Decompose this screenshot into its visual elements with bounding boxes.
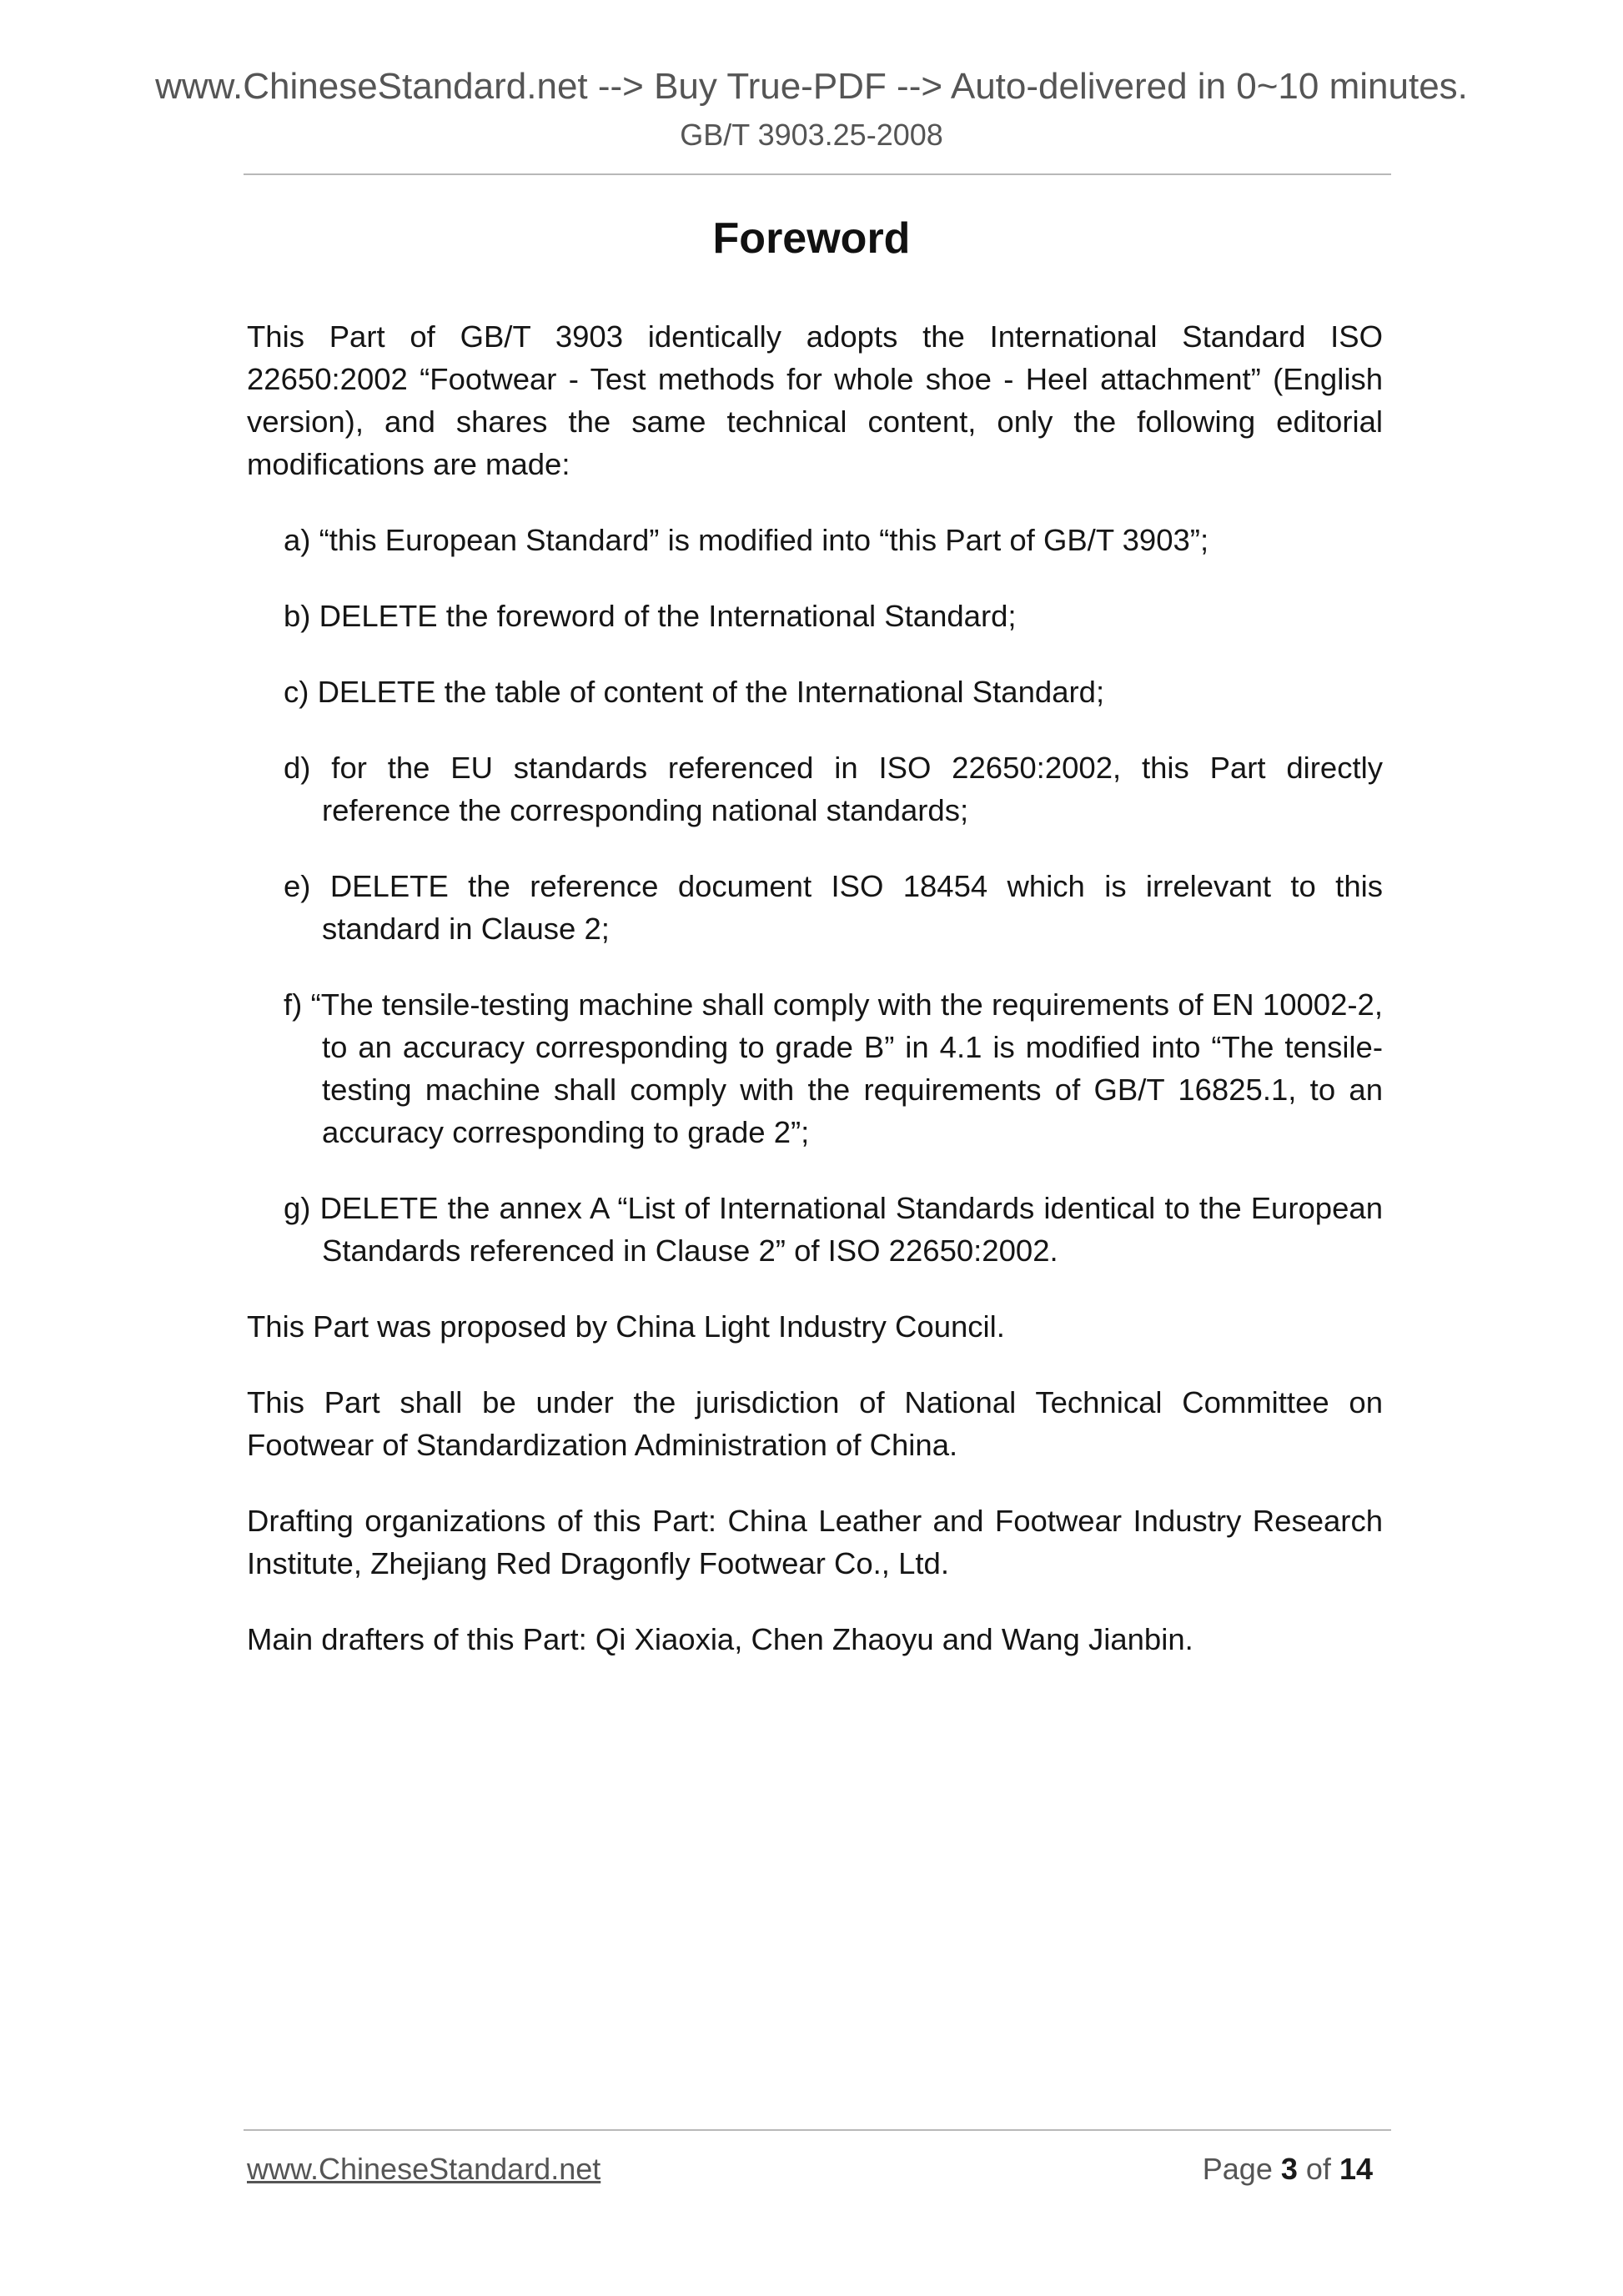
page-title: Foreword bbox=[712, 214, 911, 263]
drafting-organizations-paragraph: Drafting organizations of this Part: China Leather and Footwear Industry Research Institute, Zhejiang Red Dragonfly Footwear Co., Ltd. bbox=[247, 1504, 1383, 1580]
page-of: of bbox=[1305, 2152, 1331, 2186]
list-item-label: b) bbox=[284, 599, 311, 633]
list-item-label: g) bbox=[284, 1191, 311, 1225]
page-total: 14 bbox=[1339, 2152, 1373, 2186]
jurisdiction-paragraph: This Part shall be under the jurisdiction of National Technical Committee on Footwear of Standardization Administration of China. bbox=[247, 1385, 1383, 1462]
list-item-label: f) bbox=[284, 987, 303, 1022]
page-prefix: Page bbox=[1202, 2152, 1273, 2186]
footer-site-link[interactable]: www.ChineseStandard.net bbox=[247, 2152, 601, 2186]
list-item-label: e) bbox=[284, 869, 311, 903]
list-item-text: DELETE the annex A “List of International Standards identical to the European Standards referenced in Clause 2” of ISO 22650:2002. bbox=[319, 1191, 1383, 1268]
list-item bbox=[284, 519, 1383, 561]
header-banner: www.ChineseStandard.net --> Buy True-PDF --> Auto-delivered in 0~10 minutes. bbox=[155, 66, 1468, 107]
list-item bbox=[284, 595, 1383, 637]
list-item-text: “this European Standard” is modified into “this Part of GB/T 3903”; bbox=[319, 523, 1209, 557]
list-item-text: DELETE the reference document ISO 18454 which is irrelevant to this standard in Clause 2; bbox=[322, 869, 1383, 946]
main-drafters-paragraph: Main drafters of this Part: Qi Xiaoxia, Chen Zhaoyu and Wang Jianbin. bbox=[247, 1622, 1193, 1656]
footer-divider bbox=[244, 2129, 1391, 2131]
list-item bbox=[284, 865, 1383, 950]
intro-paragraph: This Part of GB/T 3903 identically adopts the International Standard ISO 22650:2002 “Footwear - Test methods for whole shoe - Heel attachment” (English version), and shares the same technical content, only the following editorial modifications are made: bbox=[247, 319, 1383, 481]
header-divider bbox=[244, 173, 1391, 175]
list-item bbox=[284, 1187, 1383, 1272]
list-item bbox=[284, 671, 1383, 713]
list-item bbox=[284, 983, 1383, 1153]
foreword-body bbox=[247, 315, 1383, 1694]
page-current: 3 bbox=[1280, 2152, 1298, 2186]
standard-code: GB/T 3903.25-2008 bbox=[680, 118, 943, 152]
modifications-list bbox=[247, 519, 1383, 1272]
list-item-label: c) bbox=[284, 675, 309, 709]
page-indicator bbox=[1203, 2149, 1373, 2189]
list-item-label: a) bbox=[284, 523, 311, 557]
list-item-text: for the EU standards referenced in ISO 22650:2002, this Part directly reference the corresponding national standards; bbox=[322, 751, 1383, 827]
list-item bbox=[284, 746, 1383, 831]
list-item-text: DELETE the foreword of the International Standard; bbox=[319, 599, 1017, 633]
proposed-by-paragraph: This Part was proposed by China Light Industry Council. bbox=[247, 1309, 1005, 1344]
list-item-text: DELETE the table of content of the International Standard; bbox=[317, 675, 1105, 709]
list-item-text: “The tensile-testing machine shall comply with the requirements of EN 10002-2, to an accuracy corresponding to grade B” in 4.1 is modified into “The tensile-testing machine shall comply with the requirements of GB/T 16825.1, to an accuracy corresponding to grade 2”; bbox=[310, 987, 1383, 1149]
list-item-label: d) bbox=[284, 751, 311, 785]
